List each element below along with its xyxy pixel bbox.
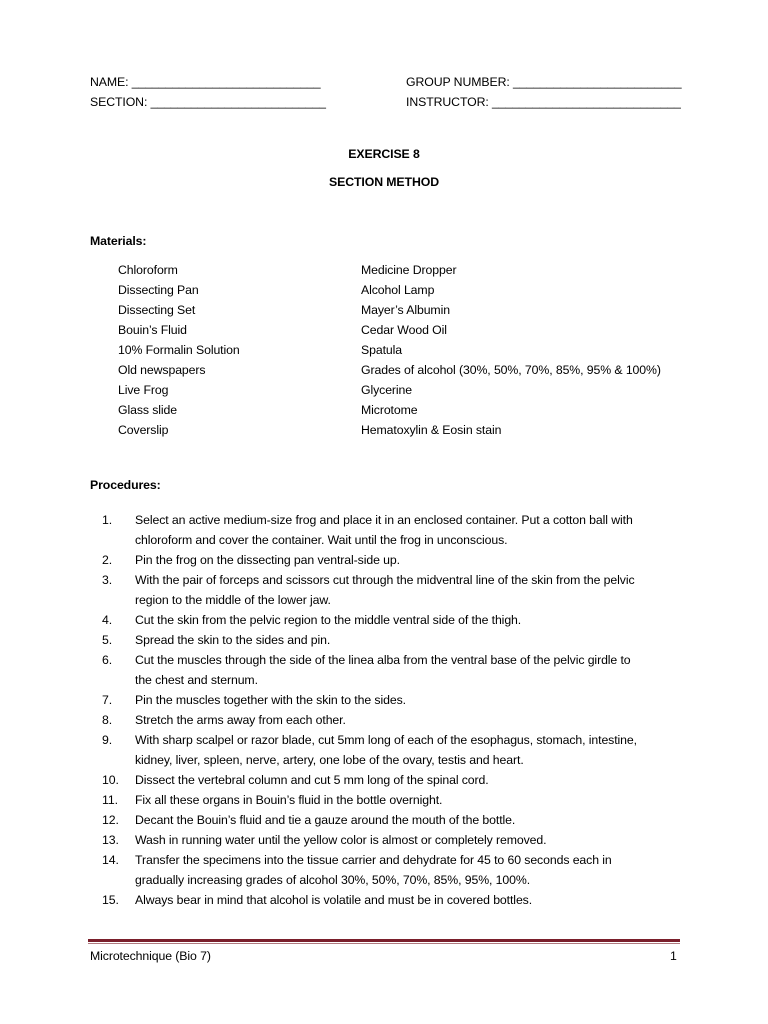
- step-text: With the pair of forceps and scissors cut through the midventral line of the skin from the pelvic: [135, 573, 635, 587]
- material-item: Old newspapers: [118, 363, 206, 377]
- materials-right-column: [361, 260, 661, 440]
- material-item: Alcohol Lamp: [361, 283, 435, 297]
- group-number-field-label: GROUP NUMBER: _________________________: [406, 75, 682, 89]
- step-number: 11.: [102, 793, 118, 807]
- material-item: Coverslip: [118, 423, 169, 437]
- material-item: Microtome: [361, 403, 418, 417]
- footer-page-number: 1: [670, 949, 677, 963]
- step-number: 14.: [102, 853, 119, 867]
- step-number: 12.: [102, 813, 119, 827]
- material-item: Grades of alcohol (30%, 50%, 70%, 85%, 95% & 100%): [361, 363, 661, 377]
- procedure-step: [90, 510, 680, 550]
- step-text: Wash in running water until the yellow color is almost or completely removed.: [135, 833, 547, 847]
- procedure-step: [90, 630, 680, 650]
- step-text: kidney, liver, spleen, nerve, artery, one lobe of the ovary, testis and heart.: [135, 753, 524, 767]
- step-text: Decant the Bouin’s fluid and tie a gauze around the mouth of the bottle.: [135, 813, 516, 827]
- material-item: Live Frog: [118, 383, 169, 397]
- procedure-step: [90, 790, 680, 810]
- instructor-field-label: INSTRUCTOR: ____________________________: [406, 95, 681, 109]
- procedure-step: [90, 770, 680, 790]
- material-item: Dissecting Pan: [118, 283, 199, 297]
- material-item: Spatula: [361, 343, 403, 357]
- material-item: Mayer’s Albumin: [361, 303, 450, 317]
- material-item: Dissecting Set: [118, 303, 196, 317]
- material-item: Glass slide: [118, 403, 178, 417]
- step-text: the chest and sternum.: [135, 673, 258, 687]
- step-number: 4.: [102, 613, 113, 627]
- footer-rule-shadow: [88, 943, 680, 944]
- material-item: Cedar Wood Oil: [361, 323, 447, 337]
- procedure-list: [90, 510, 680, 910]
- step-text: Transfer the specimens into the tissue carrier and dehydrate for 45 to 60 seconds each in: [135, 853, 612, 867]
- step-number: 1.: [102, 513, 113, 527]
- material-item: Hematoxylin & Eosin stain: [361, 423, 502, 437]
- procedure-step: [90, 810, 680, 830]
- step-text: With sharp scalpel or razor blade, cut 5mm long of each of the esophagus, stomach, intestine,: [135, 733, 637, 747]
- procedure-step: [90, 570, 680, 610]
- procedure-step: [90, 650, 680, 690]
- procedure-step: [90, 710, 680, 730]
- procedure-step: [90, 890, 680, 910]
- procedure-step: [90, 830, 680, 850]
- footer-rule: [88, 939, 680, 942]
- material-item: Glycerine: [361, 383, 413, 397]
- step-text: chloroform and cover the container. Wait until the frog in unconscious.: [135, 533, 508, 547]
- step-text: gradually increasing grades of alcohol 30%, 50%, 70%, 85%, 95%, 100%.: [135, 873, 531, 887]
- step-text: Pin the muscles together with the skin to the sides.: [135, 693, 406, 707]
- step-number: 2.: [102, 553, 113, 567]
- step-text: Spread the skin to the sides and pin.: [135, 633, 331, 647]
- footer-course-title: Microtechnique (Bio 7): [90, 949, 211, 963]
- material-item: Chloroform: [118, 263, 178, 277]
- procedure-step: [90, 850, 680, 890]
- step-text: Stretch the arms away from each other.: [135, 713, 346, 727]
- procedure-step: [90, 730, 680, 770]
- step-number: 7.: [102, 693, 113, 707]
- section-field-label: SECTION: __________________________: [90, 95, 326, 109]
- step-text: Always bear in mind that alcohol is volatile and must be in covered bottles.: [135, 893, 533, 907]
- step-number: 8.: [102, 713, 113, 727]
- step-number: 13.: [102, 833, 119, 847]
- step-text: Dissect the vertebral column and cut 5 mm long of the spinal cord.: [135, 773, 489, 787]
- step-text: region to the middle of the lower jaw.: [135, 593, 331, 607]
- name-field-label: NAME: ____________________________: [90, 75, 321, 89]
- material-item: Bouin’s Fluid: [118, 323, 187, 337]
- step-text: Cut the muscles through the side of the linea alba from the ventral base of the pelvic girdle to: [135, 653, 631, 667]
- step-number: 3.: [102, 573, 113, 587]
- exercise-subtitle: SECTION METHOD: [329, 175, 439, 189]
- materials-heading: Materials:: [90, 234, 147, 248]
- step-number: 6.: [102, 653, 113, 667]
- step-text: Pin the frog on the dissecting pan ventral-side up.: [135, 553, 400, 567]
- step-text: Fix all these organs in Bouin’s fluid in the bottle overnight.: [135, 793, 443, 807]
- procedure-step: [90, 550, 680, 570]
- procedure-step: [90, 610, 680, 630]
- material-item: Medicine Dropper: [361, 263, 457, 277]
- procedure-step: [90, 690, 680, 710]
- materials-left-column: [118, 260, 240, 440]
- step-number: 9.: [102, 733, 113, 747]
- step-number: 15.: [102, 893, 119, 907]
- step-text: Select an active medium-size frog and place it in an enclosed container. Put a cotton ball with: [135, 513, 633, 527]
- procedures-heading: Procedures:: [90, 478, 161, 492]
- material-item: 10% Formalin Solution: [118, 343, 240, 357]
- step-number: 10.: [102, 773, 119, 787]
- exercise-title: EXERCISE 8: [348, 147, 420, 161]
- step-number: 5.: [102, 633, 113, 647]
- step-text: Cut the skin from the pelvic region to the middle ventral side of the thigh.: [135, 613, 522, 627]
